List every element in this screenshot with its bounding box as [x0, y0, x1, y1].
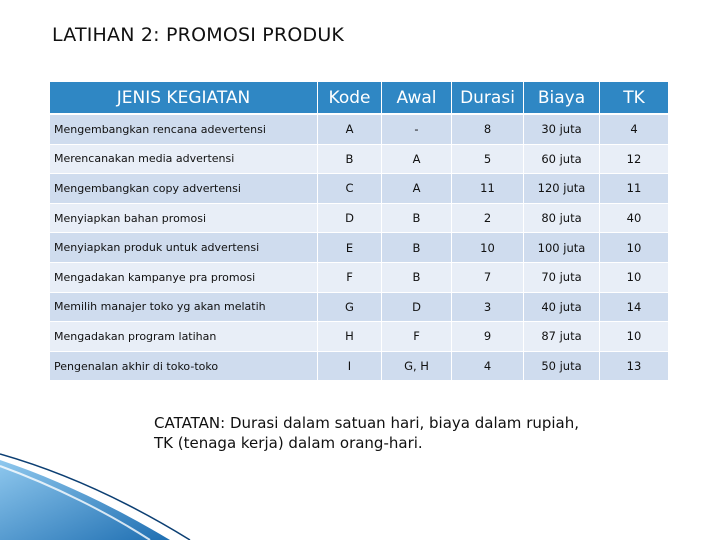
cell-start: - — [382, 115, 452, 145]
cell-labor: 10 — [600, 263, 668, 293]
cell-code: C — [318, 174, 382, 204]
cell-labor: 14 — [600, 293, 668, 323]
cell-start: B — [382, 204, 452, 234]
cell-code: B — [318, 145, 382, 175]
table-row — [50, 145, 668, 175]
table-header-row — [50, 82, 668, 115]
cell-code: A — [318, 115, 382, 145]
cell-code: F — [318, 263, 382, 293]
table-row — [50, 233, 668, 263]
cell-code: H — [318, 322, 382, 352]
cell-activity: Merencanakan media advertensi — [50, 145, 318, 175]
cell-cost: 70 juta — [524, 263, 600, 293]
cell-labor: 40 — [600, 204, 668, 234]
cell-cost: 120 juta — [524, 174, 600, 204]
table-row — [50, 263, 668, 293]
cell-activity: Pengenalan akhir di toko-toko — [50, 352, 318, 382]
cell-cost: 50 juta — [524, 352, 600, 382]
cell-activity: Menyiapkan bahan promosi — [50, 204, 318, 234]
cell-start: G, H — [382, 352, 452, 382]
cell-duration: 8 — [452, 115, 524, 145]
header-code: Kode — [318, 82, 382, 115]
cell-cost: 60 juta — [524, 145, 600, 175]
cell-code: G — [318, 293, 382, 323]
cell-duration: 3 — [452, 293, 524, 323]
cell-cost: 100 juta — [524, 233, 600, 263]
cell-duration: 5 — [452, 145, 524, 175]
cell-start: A — [382, 174, 452, 204]
cell-activity: Memilih manajer toko yg akan melatih — [50, 293, 318, 323]
cell-duration: 2 — [452, 204, 524, 234]
page-title: LATIHAN 2: PROMOSI PRODUK — [52, 24, 345, 46]
cell-duration: 10 — [452, 233, 524, 263]
cell-start: B — [382, 233, 452, 263]
cell-cost: 80 juta — [524, 204, 600, 234]
cell-labor: 10 — [600, 322, 668, 352]
header-start: Awal — [382, 82, 452, 115]
cell-start: F — [382, 322, 452, 352]
cell-labor: 4 — [600, 115, 668, 145]
cell-cost: 40 juta — [524, 293, 600, 323]
cell-labor: 11 — [600, 174, 668, 204]
cell-code: D — [318, 204, 382, 234]
cell-labor: 13 — [600, 352, 668, 382]
note-line-1: CATATAN: Durasi dalam satuan hari, biaya dalam rupiah, — [154, 414, 580, 432]
cell-cost: 87 juta — [524, 322, 600, 352]
table-row — [50, 115, 668, 145]
cell-activity: Mengadakan kampanye pra promosi — [50, 263, 318, 293]
cell-labor: 10 — [600, 233, 668, 263]
corner-decoration — [0, 440, 200, 540]
header-duration: Durasi — [452, 82, 524, 115]
table-row — [50, 322, 668, 352]
cell-activity: Menyiapkan produk untuk advertensi — [50, 233, 318, 263]
cell-labor: 12 — [600, 145, 668, 175]
cell-start: A — [382, 145, 452, 175]
table-row — [50, 174, 668, 204]
header-cost: Biaya — [524, 82, 600, 115]
cell-activity: Mengembangkan copy advertensi — [50, 174, 318, 204]
cell-cost: 30 juta — [524, 115, 600, 145]
header-labor: TK — [600, 82, 668, 115]
cell-activity: Mengembangkan rencana adevertensi — [50, 115, 318, 145]
cell-code: I — [318, 352, 382, 382]
cell-start: D — [382, 293, 452, 323]
cell-code: E — [318, 233, 382, 263]
cell-start: B — [382, 263, 452, 293]
note-text — [154, 413, 674, 453]
cell-duration: 9 — [452, 322, 524, 352]
cell-duration: 7 — [452, 263, 524, 293]
table-row — [50, 352, 668, 382]
cell-duration: 4 — [452, 352, 524, 382]
table-row — [50, 204, 668, 234]
table-row — [50, 293, 668, 323]
cell-duration: 11 — [452, 174, 524, 204]
note-line-2: TK (tenaga kerja) dalam orang-hari. — [154, 434, 423, 452]
cell-activity: Mengadakan program latihan — [50, 322, 318, 352]
activity-table — [50, 82, 668, 381]
header-activity: JENIS KEGIATAN — [50, 82, 318, 115]
